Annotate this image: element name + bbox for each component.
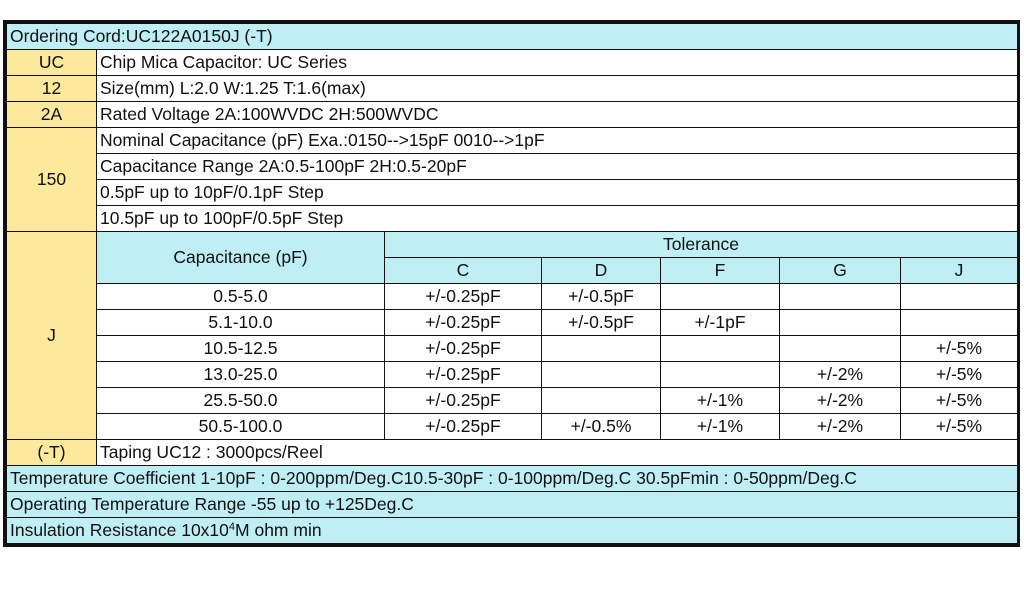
code-capacitance: 150: [7, 128, 97, 232]
tolerance-cell: +/-5%: [901, 362, 1018, 388]
tolerance-cell: +/-0.5%: [542, 414, 661, 440]
temperature-coefficient: Temperature Coefficient 1-10pF : 0-200ppm/Deg.C10.5-30pF : 0-100ppm/Deg.C 30.5pFmin : 0-50ppm/Deg.C: [7, 466, 1018, 492]
table-row: [7, 310, 1018, 336]
code-voltage: 2A: [7, 102, 97, 128]
tolerance-column-f: F: [661, 258, 780, 284]
tolerance-cell: [661, 336, 780, 362]
code-size: 12: [7, 76, 97, 102]
capacitance-range: 50.5-100.0: [97, 414, 385, 440]
capacitance-column-header: Capacitance (pF): [97, 232, 385, 284]
tolerance-column-j: J: [901, 258, 1018, 284]
table-row: [7, 362, 1018, 388]
tolerance-cell: [661, 362, 780, 388]
capacitance-line: 0.5pF up to 10pF/0.1pF Step: [97, 180, 1018, 206]
capacitance-range: 13.0-25.0: [97, 362, 385, 388]
tolerance-cell: [780, 336, 901, 362]
tolerance-cell: [901, 284, 1018, 310]
tolerance-cell: [661, 284, 780, 310]
tolerance-cell: +/-1%: [661, 414, 780, 440]
tolerance-cell: +/-0.5pF: [542, 284, 661, 310]
table-row: [7, 336, 1018, 362]
tolerance-header: Tolerance: [385, 232, 1018, 258]
tolerance-cell: +/-0.25pF: [385, 362, 542, 388]
capacitance-line: Nominal Capacitance (pF) Exa.:0150-->15pF 0010-->1pF: [97, 128, 1018, 154]
size-description: Size(mm) L:2.0 W:1.25 T:1.6(max): [97, 76, 1018, 102]
tolerance-cell: +/-0.25pF: [385, 284, 542, 310]
tolerance-cell: +/-0.25pF: [385, 310, 542, 336]
tolerance-cell: +/-2%: [780, 362, 901, 388]
capacitance-range: 0.5-5.0: [97, 284, 385, 310]
tolerance-cell: +/-0.25pF: [385, 336, 542, 362]
insulation-text: Insulation Resistance 10x10: [10, 519, 229, 540]
tolerance-cell: +/-0.5pF: [542, 310, 661, 336]
table-row: [7, 388, 1018, 414]
insulation-exponent: 4: [228, 520, 236, 533]
capacitance-range: 25.5-50.0: [97, 388, 385, 414]
tolerance-cell: [901, 310, 1018, 336]
tolerance-cell: [780, 284, 901, 310]
code-tolerance: J: [7, 232, 97, 440]
tolerance-column-d: D: [542, 258, 661, 284]
tolerance-cell: +/-2%: [780, 414, 901, 440]
insulation-unit: M ohm min: [235, 519, 322, 540]
tolerance-cell: +/-5%: [901, 336, 1018, 362]
operating-temperature: Operating Temperature Range -55 up to +125Deg.C: [7, 492, 1018, 518]
capacitance-range: 10.5-12.5: [97, 336, 385, 362]
tolerance-column-g: G: [780, 258, 901, 284]
tolerance-cell: +/-5%: [901, 414, 1018, 440]
tolerance-cell: [542, 362, 661, 388]
tolerance-cell: [542, 388, 661, 414]
taping-description: Taping UC12 : 3000pcs/Reel: [97, 440, 1018, 466]
tolerance-cell: +/-2%: [780, 388, 901, 414]
tolerance-column-c: C: [385, 258, 542, 284]
spec-table: [6, 23, 1018, 544]
insulation-resistance: [7, 518, 1018, 544]
table-row: [7, 284, 1018, 310]
tolerance-cell: +/-5%: [901, 388, 1018, 414]
tolerance-cell: [542, 336, 661, 362]
tolerance-cell: +/-1%: [661, 388, 780, 414]
tolerance-cell: +/-1pF: [661, 310, 780, 336]
voltage-description: Rated Voltage 2A:100WVDC 2H:500WVDC: [97, 102, 1018, 128]
capacitance-range: 5.1-10.0: [97, 310, 385, 336]
tolerance-cell: +/-0.25pF: [385, 414, 542, 440]
capacitance-line: Capacitance Range 2A:0.5-100pF 2H:0.5-20pF: [97, 154, 1018, 180]
series-description: Chip Mica Capacitor: UC Series: [97, 50, 1018, 76]
capacitance-line: 10.5pF up to 100pF/0.5pF Step: [97, 206, 1018, 232]
capacitor-spec-sheet: [3, 20, 1020, 547]
code-series: UC: [7, 50, 97, 76]
tolerance-cell: +/-0.25pF: [385, 388, 542, 414]
code-taping: (-T): [7, 440, 97, 466]
table-row: [7, 414, 1018, 440]
ordering-code-header: Ordering Cord:UC122A0150J (-T): [7, 24, 1018, 50]
tolerance-cell: [780, 310, 901, 336]
